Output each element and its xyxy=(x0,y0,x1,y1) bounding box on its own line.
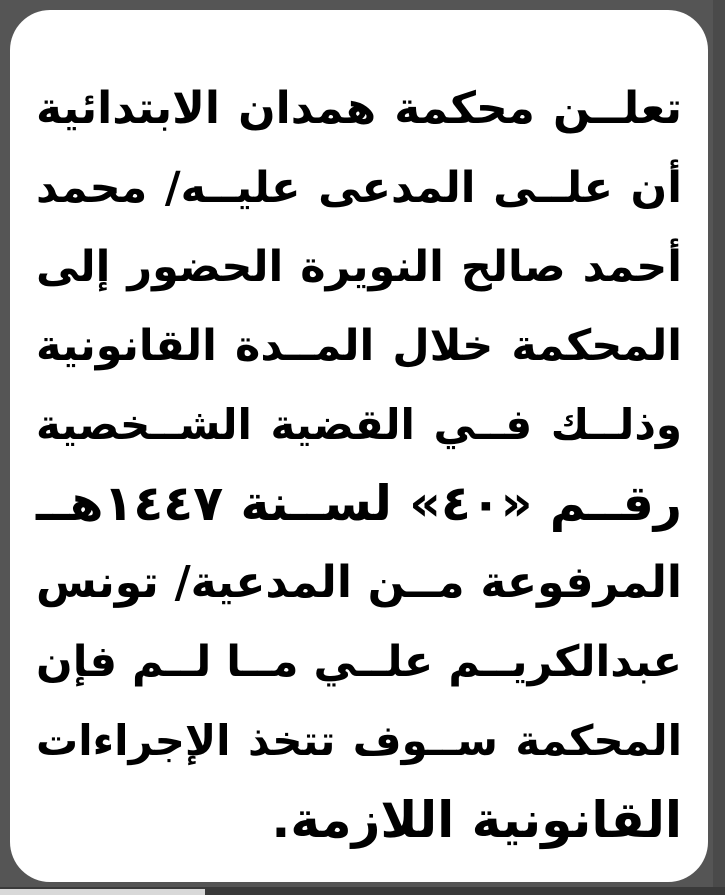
announcement-text xyxy=(36,74,682,864)
announcement-line-5: وذلــك فــي القضية الشــخصية xyxy=(36,400,682,449)
bottom-strip-highlight xyxy=(0,889,205,895)
announcement-line-3: أحمد صالح النويرة الحضور إلى xyxy=(36,242,682,292)
right-edge-strip xyxy=(713,0,725,895)
bottom-strip xyxy=(0,887,725,895)
announcement-line-10: القانونية اللازمة. xyxy=(271,791,682,849)
announcement-line-1: تعلــن محكمة همدان الابتدائية xyxy=(36,83,682,134)
announcement-line-2: أن علــى المدعى عليــه/ محمد xyxy=(36,163,682,213)
announcement-line-6: رقــم «٤٠» لســنة ١٤٤٧هــ xyxy=(36,475,682,532)
announcement-line-9: المحكمة ســوف تتخذ الإجراءات xyxy=(36,716,682,765)
announcement-line-7: المرفوعة مــن المدعية/ تونس xyxy=(36,557,682,608)
announcement-card xyxy=(10,10,708,882)
announcement-line-4: المحكمة خلال المــدة القانونية xyxy=(36,321,682,371)
announcement-line-8: عبدالكريــم علــي مــا لــم فإن xyxy=(36,637,682,687)
